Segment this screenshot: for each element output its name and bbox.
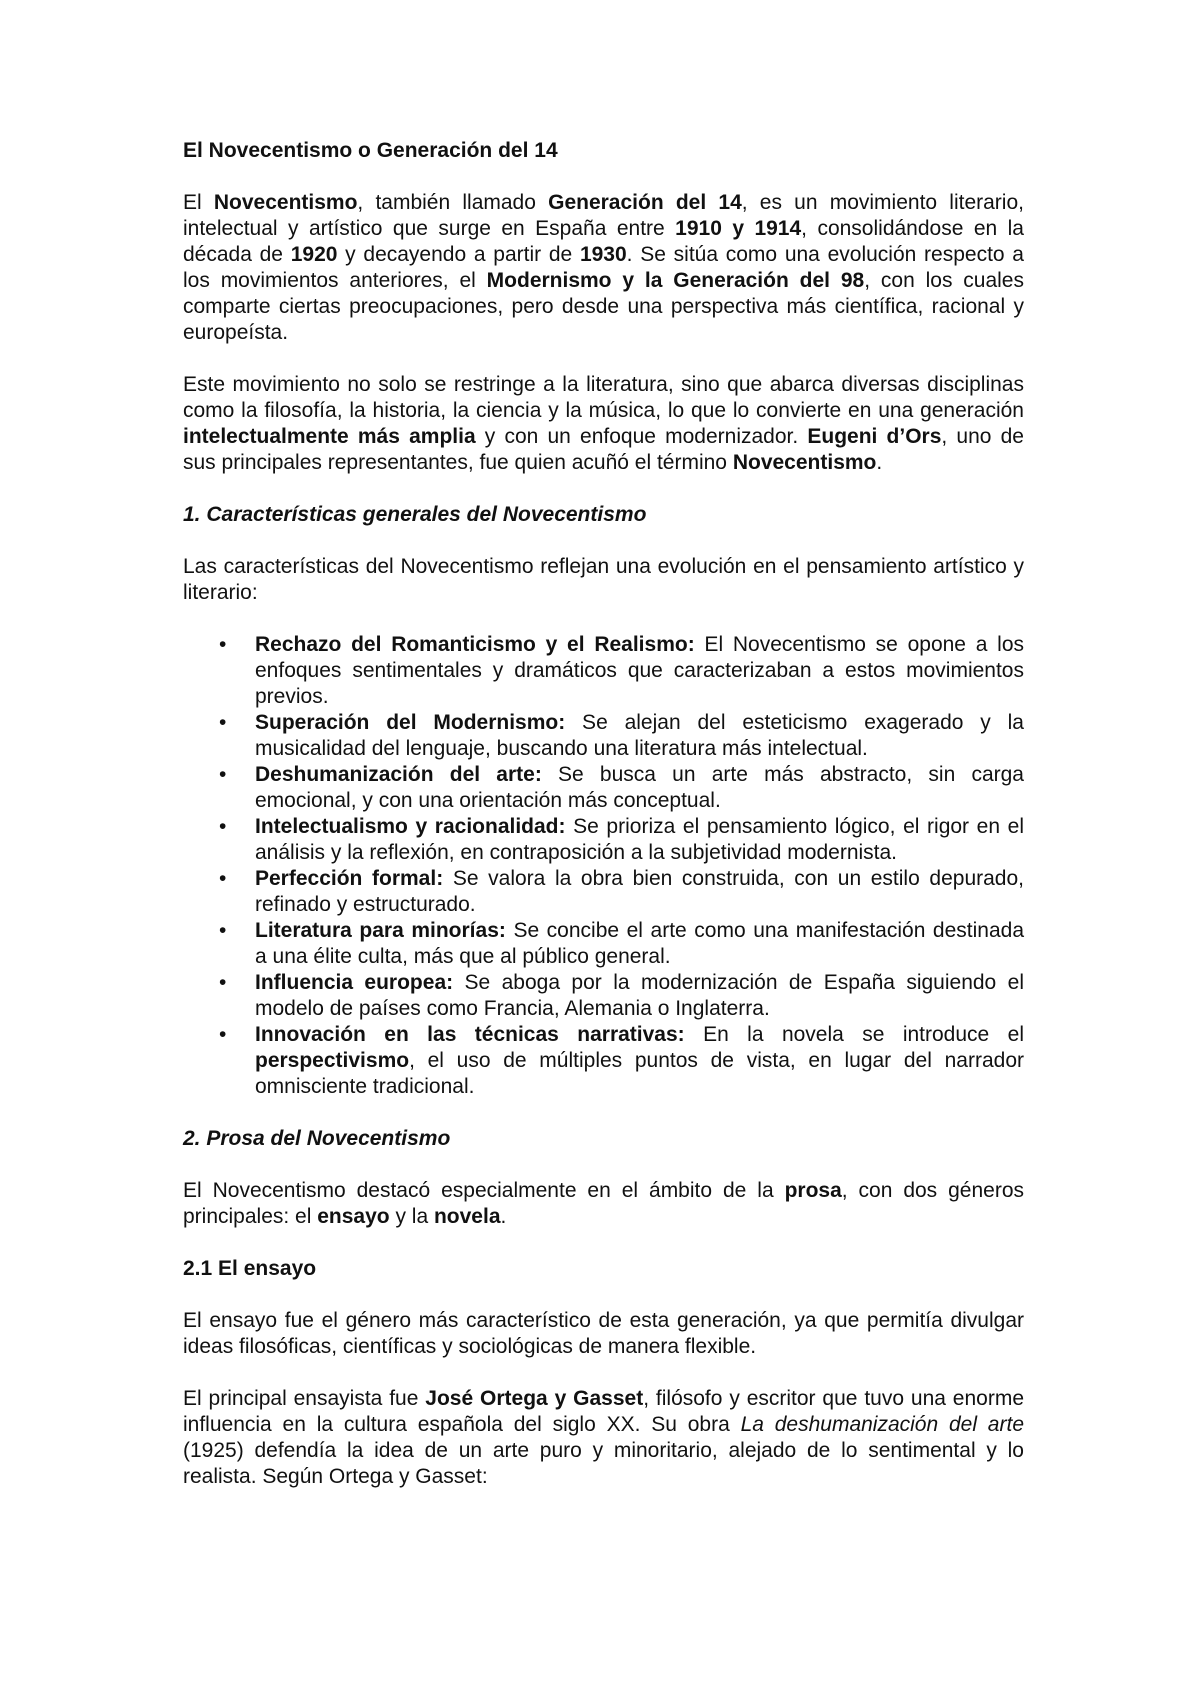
text-run: Se valora la obra bien construida, con un estilo depurado, refinado y estructurado. [255,867,1024,916]
text-run: , con los cuales comparte ciertas preocupaciones, pero desde una perspectiva más científica, racional y europeísta. [183,269,1024,344]
list-item [255,632,1024,710]
text-run: El ensayo fue el género más característico de esta generación, ya que permitía divulgar ideas filosóficas, científicas y sociológicas de manera flexible. [183,1309,1024,1358]
document-title: El Novecentismo o Generación del 14 [183,139,558,162]
italic-text: La deshumanización del arte [740,1413,1024,1436]
text-run: El Novecentismo se opone a los enfoques sentimentales y dramáticos que caracterizaban a estos movimientos previos. [255,633,1024,708]
intro-paragraph-1 [183,190,1024,346]
section-2-1-paragraph-1 [183,1308,1024,1360]
text-run: Las características del Novecentismo reflejan una evolución en el pensamiento artístico y literario: [183,555,1024,604]
section-1-intro [183,554,1024,606]
text-run: y la [389,1205,434,1228]
bold-text: novela [433,1205,501,1228]
list-item [255,918,1024,970]
text-run: . Se sitúa como una evolución respecto a los movimientos anteriores, el [183,243,1024,292]
section-1-heading: 1. Características generales del Novecentismo [183,503,647,526]
text-run: El principal ensayista fue [183,1387,426,1410]
text-run: (1925) defendía la idea de un arte puro y minoritario, alejado de lo sentimental y lo realista. Según Ortega y Gasset: [183,1439,1024,1488]
list-item [255,970,1024,1022]
characteristics-list [183,632,1024,1100]
bold-text: Modernismo y la Generación del 98 [486,269,865,292]
bold-text: ensayo [317,1205,390,1228]
bold-text: Eugeni d’Ors [807,425,942,448]
text-run: , uno de sus principales representantes, fue quien acuñó el término [183,425,1024,474]
bold-text: Perfección formal: [255,867,444,890]
text-run: . [500,1205,507,1228]
bold-text: Novecentismo [213,191,358,214]
list-item [255,762,1024,814]
intro-paragraph-2 [183,372,1024,476]
bold-text: Influencia europea: [255,971,454,994]
section-2-heading: 2. Prosa del Novecentismo [183,1127,451,1150]
bold-text: 1920 [290,243,338,266]
bold-text: Deshumanización del arte: [255,763,542,786]
section-2-1-paragraph-2 [183,1386,1024,1490]
text-run: Este movimiento no solo se restringe a la literatura, sino que abarca diversas disciplinas como la filosofía, la historia, la ciencia y la música, lo que lo convierte en una generación [183,373,1024,422]
bold-text: 1930 [579,243,627,266]
list-item [255,710,1024,762]
document-page [183,138,1024,1516]
bold-text: 1910 y 1914 [675,217,802,240]
text-run: Se alejan del esteticismo exagerado y la musicalidad del lenguaje, buscando una literatura más intelectual. [255,711,1024,760]
bold-text: Novecentismo [732,451,877,474]
section-2-paragraph [183,1178,1024,1230]
list-item [255,1022,1024,1100]
bold-text: perspectivismo [255,1049,410,1072]
bold-text: Superación del Modernismo: [255,711,566,734]
section-2-1-heading: 2.1 El ensayo [183,1257,317,1280]
text-run: y decayendo a partir de [337,243,580,266]
bold-text: prosa [784,1179,842,1202]
list-item [255,866,1024,918]
text-run: , el uso de múltiples puntos de vista, en lugar del narrador omnisciente tradicional. [255,1049,1024,1098]
bold-text: Intelectualismo y racionalidad: [255,815,566,838]
bold-text: Rechazo del Romanticismo y el Realismo: [255,633,695,656]
text-run: Se concibe el arte como una manifestación destinada a una élite culta, más que al público general. [255,919,1025,968]
text-run: , es un movimiento literario, intelectual y artístico que surge en España entre [183,191,1024,240]
text-run: , consolidándose en la década de [183,217,1024,266]
text-run: , también llamado [357,191,549,214]
text-run: , filósofo y escritor que tuvo una enorme influencia en la cultura española del siglo XX. Su obra [183,1387,1025,1436]
list-item [255,814,1024,866]
text-run: Se prioriza el pensamiento lógico, el rigor en el análisis y la reflexión, en contraposición a la subjetividad modernista. [255,815,1024,864]
bold-text: Literatura para minorías: [255,919,506,942]
text-run: El [183,191,214,214]
bold-text: Generación del 14 [548,191,742,214]
text-run: Se busca un arte más abstracto, sin carga emocional, y con una orientación más conceptual. [255,763,1024,812]
text-run: Se aboga por la modernización de España siguiendo el modelo de países como Francia, Alemania o Inglaterra. [255,971,1024,1020]
bold-text: Innovación en las técnicas narrativas: [255,1023,685,1046]
text-run: y con un enfoque modernizador. [475,425,808,448]
bold-text: intelectualmente más amplia [183,425,476,448]
bold-text: José Ortega y Gasset [425,1387,644,1410]
text-run: , con dos géneros principales: el [183,1179,1024,1228]
text-run: El Novecentismo destacó especialmente en el ámbito de la [183,1179,785,1202]
text-run: . [876,451,883,474]
text-run: En la novela se introduce el [684,1023,1024,1046]
